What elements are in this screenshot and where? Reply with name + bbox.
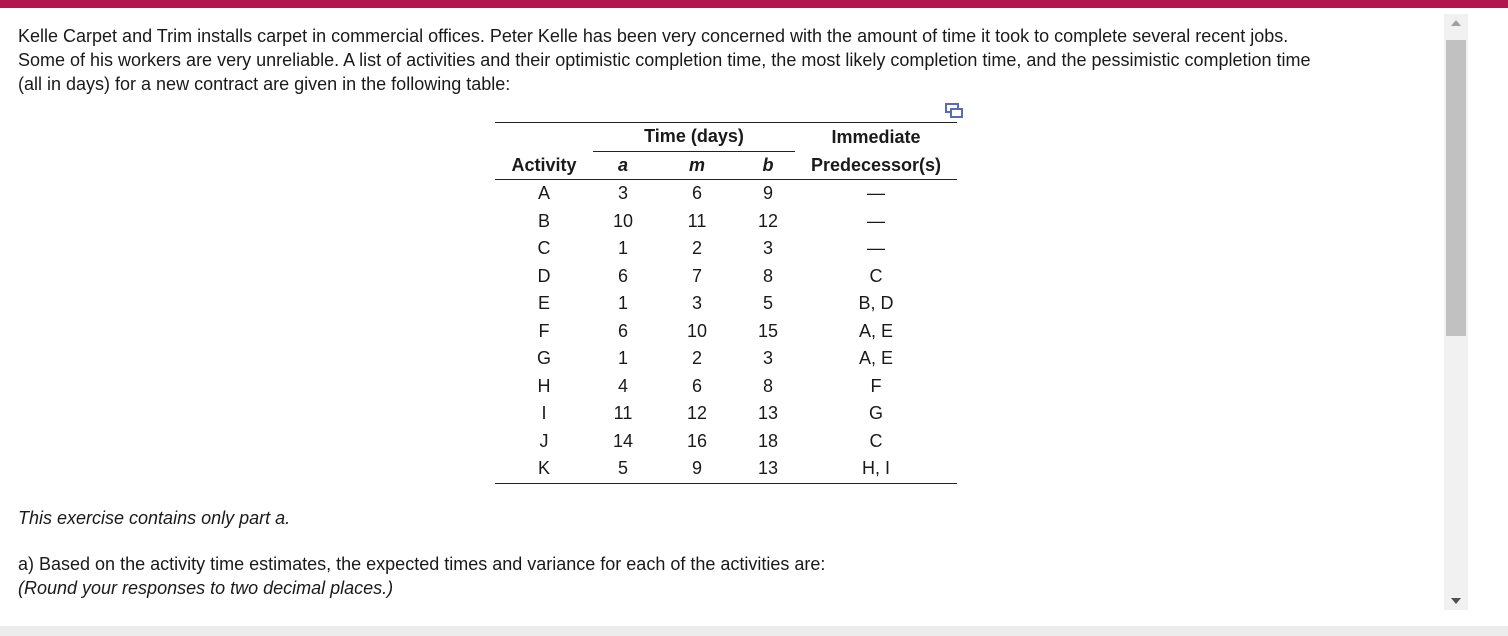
table-row	[495, 290, 957, 318]
cell-activity: B	[537, 210, 550, 231]
cell-a: 11	[613, 403, 633, 424]
cell-activity: F	[538, 320, 550, 341]
table-body	[495, 180, 957, 484]
header-predecessors: Predecessor(s)	[810, 154, 942, 175]
cell-m: 7	[691, 265, 702, 286]
cell-m: 2	[691, 348, 702, 369]
scroll-up-arrow-icon[interactable]	[1444, 14, 1468, 32]
cell-activity: D	[537, 265, 551, 286]
cell-activity: C	[537, 238, 551, 259]
cell-pred: B, D	[858, 293, 894, 314]
table-row	[495, 235, 957, 263]
cell-b: 15	[757, 320, 779, 341]
vertical-scrollbar[interactable]	[1444, 14, 1468, 610]
cell-activity: I	[541, 403, 547, 424]
cell-m: 6	[691, 375, 702, 396]
cell-m: 11	[687, 210, 707, 231]
cell-pred: —	[867, 238, 885, 259]
cell-a: 14	[612, 430, 634, 451]
table-row	[495, 318, 957, 346]
activity-table	[495, 122, 957, 484]
cell-pred: A, E	[858, 320, 893, 341]
cell-pred: F	[870, 375, 882, 396]
header-m: m	[688, 154, 705, 175]
cell-activity: E	[537, 293, 550, 314]
cell-a: 1	[617, 348, 628, 369]
header-activity: Activity	[511, 154, 577, 175]
scrollbar-thumb[interactable]	[1446, 40, 1466, 336]
table-row	[495, 263, 957, 291]
part-a-text: a) Based on the activity time estimates, the expected times and variance for each of the activities are:	[18, 554, 826, 574]
cell-m: 16	[686, 430, 708, 451]
header-immediate: Immediate	[831, 126, 921, 147]
cell-m: 12	[686, 403, 708, 424]
cell-b: 3	[762, 348, 773, 369]
cell-b: 13	[757, 403, 779, 424]
table-row	[495, 180, 957, 208]
cell-a: 5	[617, 458, 628, 479]
cell-b: 8	[762, 375, 773, 396]
cell-m: 6	[691, 183, 702, 204]
cell-m: 10	[686, 320, 708, 341]
table-row	[495, 428, 957, 456]
exercise-note: This exercise contains only part a.	[18, 508, 291, 528]
header-a: a	[617, 154, 628, 175]
cell-m: 3	[691, 293, 702, 314]
cell-a: 6	[617, 265, 628, 286]
cell-pred: —	[867, 210, 885, 231]
cell-activity: A	[537, 183, 550, 204]
part-a-question	[18, 552, 825, 600]
cell-a: 1	[617, 238, 628, 259]
cell-a: 4	[617, 375, 628, 396]
header-b: b	[762, 154, 774, 175]
copy-icon[interactable]	[945, 103, 963, 119]
bottom-bar	[0, 626, 1508, 636]
cell-activity: G	[536, 348, 551, 369]
cell-m: 2	[691, 238, 702, 259]
table-row	[495, 345, 957, 373]
intro-line-1: Kelle Carpet and Trim installs carpet in commercial offices. Peter Kelle has been very concerned with the amount of time it took to complete several recent jobs.	[18, 26, 1289, 46]
rounding-instruction: (Round your responses to two decimal places.)	[18, 578, 394, 598]
cell-pred: C	[869, 265, 883, 286]
header-time-days: Time (days)	[593, 123, 795, 152]
intro-line-2: Some of his workers are very unreliable. A list of activities and their optimistic completion time, the most likely completion time, and the pessimistic completion time	[18, 50, 1311, 70]
cell-a: 3	[617, 183, 628, 204]
problem-content	[18, 24, 1428, 96]
header-blank	[495, 123, 593, 152]
cell-pred: —	[867, 183, 885, 204]
scroll-down-arrow-icon[interactable]	[1444, 592, 1468, 610]
cell-b: 5	[762, 293, 773, 314]
cell-b: 18	[757, 430, 779, 451]
cell-b: 3	[762, 238, 773, 259]
cell-b: 13	[757, 458, 779, 479]
cell-pred: H, I	[861, 458, 890, 479]
cell-pred: C	[869, 430, 883, 451]
cell-b: 8	[762, 265, 773, 286]
table-row	[495, 208, 957, 236]
cell-pred: G	[868, 403, 883, 424]
cell-a: 6	[617, 320, 628, 341]
cell-a: 10	[612, 210, 634, 231]
cell-b: 9	[762, 183, 773, 204]
table-row	[495, 373, 957, 401]
table-row	[495, 455, 957, 483]
cell-b: 12	[757, 210, 779, 231]
cell-activity: H	[537, 375, 551, 396]
cell-m: 9	[691, 458, 702, 479]
cell-a: 1	[617, 293, 628, 314]
top-accent-bar	[0, 0, 1508, 8]
intro-line-3: (all in days) for a new contract are given in the following table:	[18, 74, 511, 94]
cell-activity: K	[537, 458, 550, 479]
table-row	[495, 400, 957, 428]
cell-pred: A, E	[858, 348, 893, 369]
cell-activity: J	[539, 430, 549, 451]
